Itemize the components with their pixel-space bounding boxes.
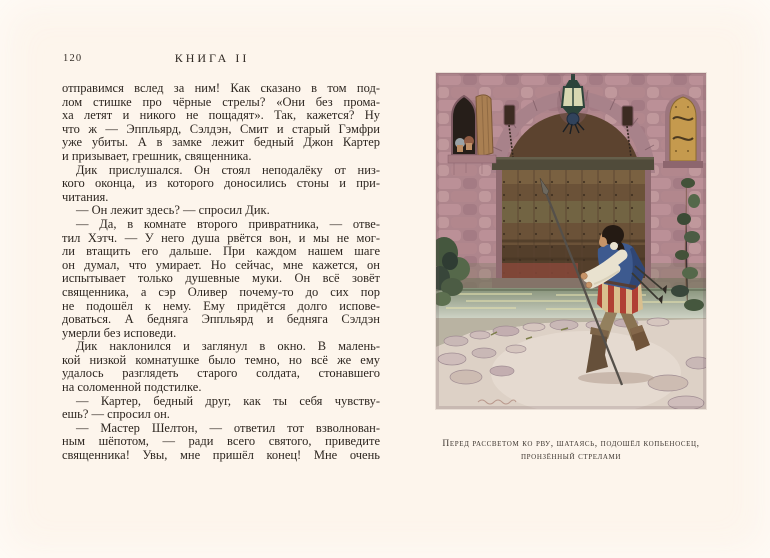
running-head: КНИГА II bbox=[174, 51, 250, 65]
text-line: — Он лежит здесь? — спросил Дик. bbox=[76, 204, 270, 218]
text-column bbox=[62, 82, 380, 463]
text-line: ным шёпотом, — ради всего святого, приведите bbox=[62, 435, 380, 449]
text-line: читания. bbox=[62, 190, 109, 204]
illustration-caption bbox=[421, 438, 721, 464]
text-line: лом стишке про чёрные стрелы? «Они без прома- bbox=[62, 95, 380, 109]
text-line: Дик наклонился и заглянул в окно. В малень- bbox=[76, 340, 380, 354]
text-line: ешь? — спросил он. bbox=[62, 408, 170, 422]
text-line: кой низкой комнатушке было темно, но всё же ему bbox=[62, 353, 380, 367]
text-line: — Картер, бедный друг, как ты себя чувству- bbox=[76, 394, 380, 408]
text-line: на соломенной подстилке. bbox=[62, 381, 202, 395]
text-line: и призывает, грешник, священника. bbox=[62, 149, 252, 163]
text-line: умерли без исповеди. bbox=[62, 326, 177, 340]
text-line: — Мастер Шелтон, — ответил тот взволнован- bbox=[76, 421, 380, 435]
text-line: — Да, в комнате второго привратника, — отве- bbox=[76, 217, 380, 231]
text-line: доваться. А бедняга Эппльярд и бедняга Сэлдэн bbox=[62, 313, 380, 327]
text-line: священника! Увы, мне пришёл конец! Мне очень bbox=[62, 449, 380, 463]
text-line: испытывает только душевные муки. Он всё зовёт bbox=[62, 272, 380, 286]
text-line: он думал, что умирает. Но сейчас, мне кажется, он bbox=[62, 258, 380, 272]
text-line: уже убиты. А в замке лежит бедный Джон Картер bbox=[62, 136, 380, 150]
text-line: удалось разглядеть старого солдата, стонавшего bbox=[62, 367, 380, 381]
text-line: отправимся вслед за ним! Как сказано в том под- bbox=[62, 82, 380, 95]
caption-line-1: Перед рассветом ко рву, шатаясь, подошёл копьеносец, bbox=[442, 439, 700, 449]
text-line: кого оконца, из которого доносились стоны и при- bbox=[62, 177, 380, 191]
text-line: тил Хэтч. — У него душа рвётся вон, и мы не мог- bbox=[62, 231, 380, 245]
caption-line-2: пронзённый стрелами bbox=[520, 452, 622, 462]
text-line: что ж — Эппльярд, Сэлдэн, Смит и старый Гэмфри bbox=[62, 122, 380, 136]
page-number: 120 bbox=[63, 53, 83, 64]
text-line: ли втащить его дальше. При каждом нашем шаге bbox=[62, 245, 380, 259]
text-line: Дик прислушался. Он стоял неподалёку от низ- bbox=[76, 163, 380, 177]
illustration-spearman-at-castle-gate bbox=[436, 73, 706, 409]
text-line: ха летят и никого не пощадят». Так, кажется? Ну bbox=[62, 109, 380, 123]
text-line: не подошёл к нему. Ему придётся долго испове- bbox=[62, 299, 380, 313]
text-line: священника, а сэр Оливер почему-то до сих пор bbox=[62, 285, 380, 299]
